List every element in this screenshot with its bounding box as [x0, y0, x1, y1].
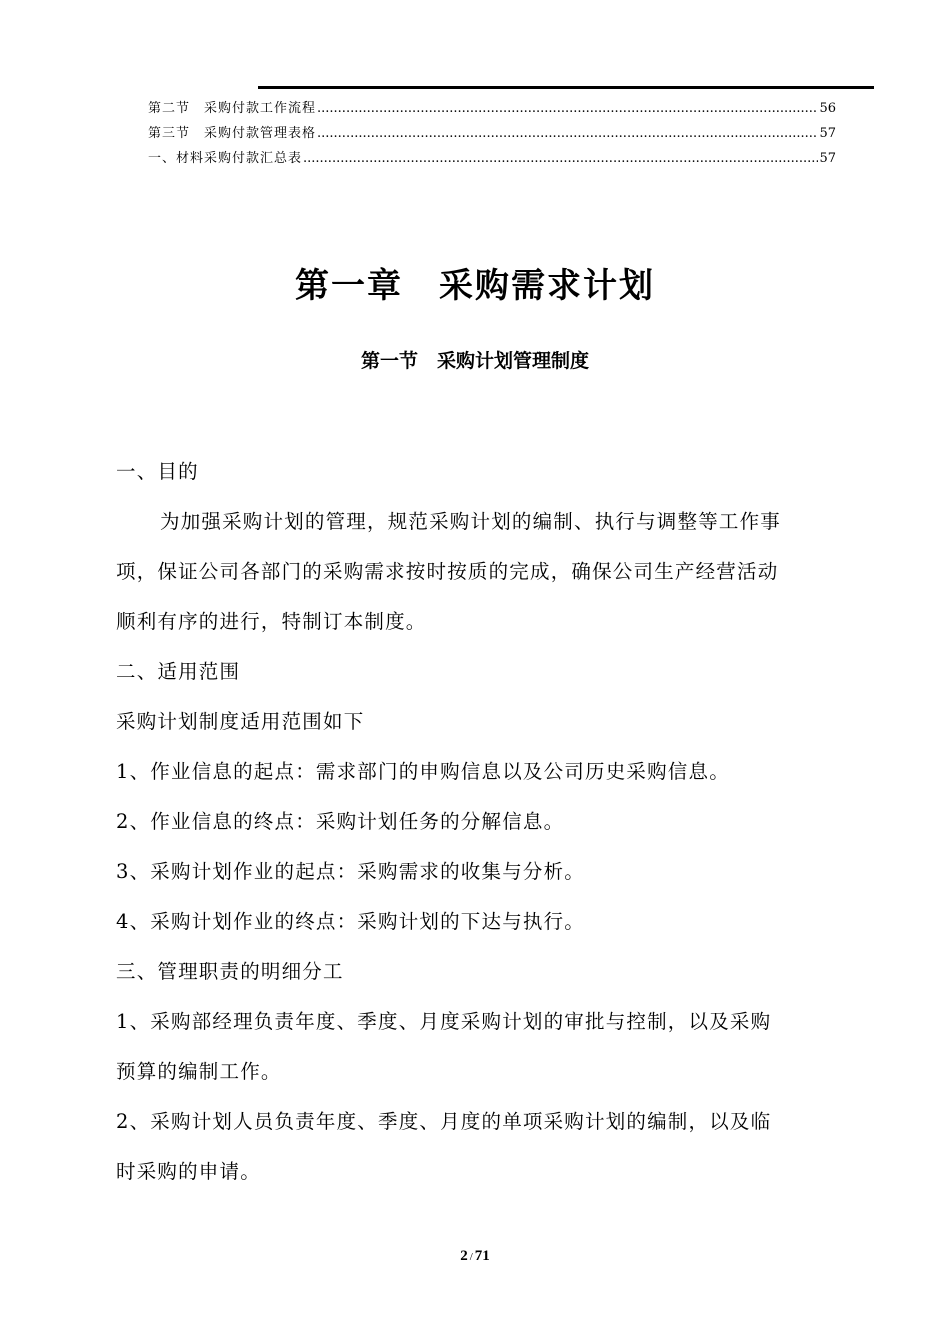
- paragraph-line: 时采购的申请。: [116, 1160, 261, 1183]
- table-of-contents: [148, 96, 836, 171]
- toc-entry-page: 57: [819, 126, 836, 141]
- total-pages: 71: [474, 1248, 490, 1264]
- list-item: 1、采购部经理负责年度、季度、月度采购计划的审批与控制，以及采购: [116, 1010, 772, 1033]
- toc-entry-label: 第二节 采购付款工作流程: [148, 101, 317, 116]
- paragraph-line: 采购计划制度适用范围如下: [116, 710, 365, 733]
- heading-responsibilities: 三、管理职责的明细分工: [116, 960, 344, 983]
- toc-entry-label: 一、材料采购付款汇总表: [148, 151, 303, 166]
- chapter-title: 第一章 采购需求计划: [295, 266, 655, 306]
- toc-entry[interactable]: [148, 146, 836, 171]
- page-footer: [0, 1248, 950, 1265]
- section-title: 第一节 采购计划管理制度: [360, 350, 589, 372]
- toc-entry-page: 56: [819, 101, 836, 116]
- toc-entry-page: 57: [819, 151, 836, 166]
- toc-entry[interactable]: [148, 96, 836, 121]
- toc-entry[interactable]: [148, 121, 836, 146]
- paragraph-line: 为加强采购计划的管理，规范采购计划的编制、执行与调整等工作事: [160, 510, 782, 533]
- heading-purpose: 一、目的: [116, 460, 199, 483]
- list-item: 2、作业信息的终点：采购计划任务的分解信息。: [116, 810, 565, 833]
- paragraph-line: 项，保证公司各部门的采购需求按时按质的完成，确保公司生产经营活动: [116, 560, 779, 583]
- toc-leader-dots: [317, 121, 818, 146]
- current-page-number: 2: [460, 1248, 468, 1264]
- toc-leader-dots: [303, 146, 818, 171]
- list-item: 1、作业信息的起点：需求部门的申购信息以及公司历史采购信息。: [116, 760, 730, 783]
- heading-scope: 二、适用范围: [116, 660, 241, 683]
- toc-entry-label: 第三节 采购付款管理表格: [148, 126, 317, 141]
- list-item: 2、采购计划人员负责年度、季度、月度的单项采购计划的编制，以及临: [116, 1110, 772, 1133]
- paragraph-line: 顺利有序的进行，特制订本制度。: [116, 610, 427, 633]
- document-body: [116, 447, 836, 1197]
- header-rule: [258, 86, 874, 89]
- toc-leader-dots: [317, 96, 818, 121]
- paragraph-line: 预算的编制工作。: [116, 1060, 282, 1083]
- list-item: 4、采购计划作业的终点：采购计划的下达与执行。: [116, 910, 586, 933]
- list-item: 3、采购计划作业的起点：采购需求的收集与分析。: [116, 860, 586, 883]
- page-separator: /: [469, 1251, 473, 1263]
